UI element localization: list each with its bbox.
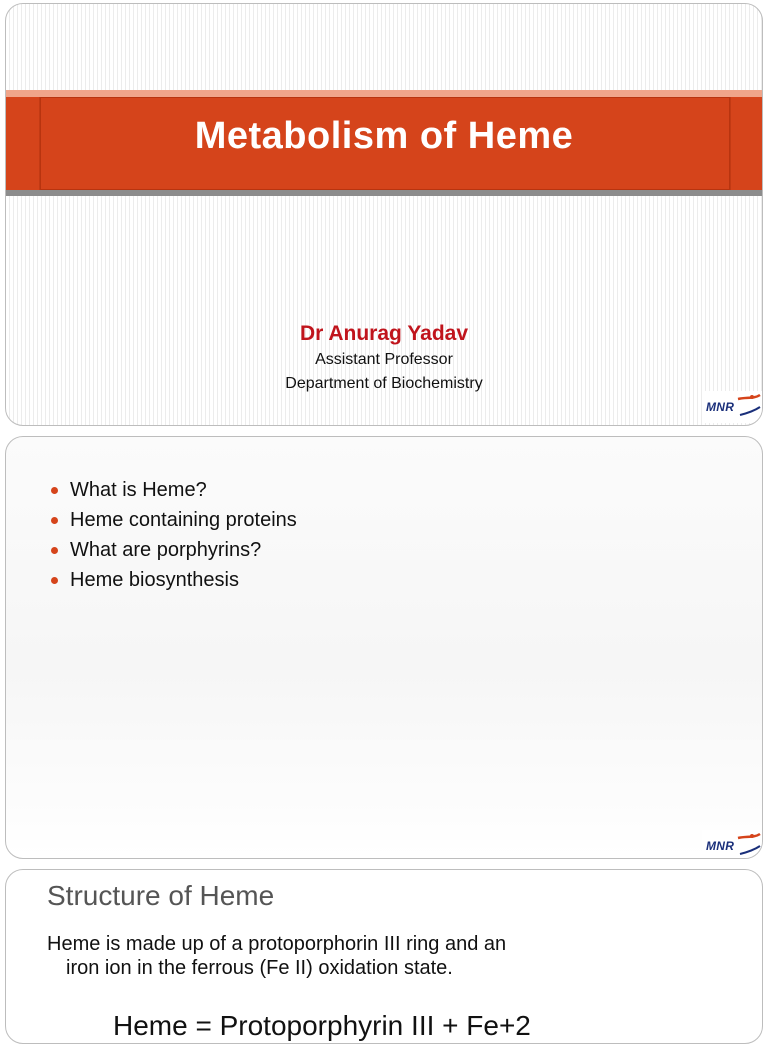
author-position: Assistant Professor [315, 351, 453, 368]
institution-logo [702, 391, 762, 423]
logo-text: MNR [706, 839, 735, 853]
list-item-text: Heme containing proteins [70, 509, 297, 531]
list-item-text: What is Heme? [70, 479, 207, 501]
slide-title-page [5, 3, 763, 426]
body-line: iron ion in the ferrous (Fe II) oxidation state. [66, 957, 453, 979]
author-block [6, 320, 762, 396]
slide-body-text [47, 932, 737, 980]
bullet-icon [51, 547, 58, 554]
list-item-text: Heme biosynthesis [70, 569, 239, 591]
slide-structure [5, 869, 763, 1044]
list-item-text: What are porphyrins? [70, 539, 262, 561]
list-item [49, 475, 297, 505]
list-item [49, 535, 297, 565]
heme-formula: Heme = Protoporphyrin III + Fe+2 [113, 1010, 531, 1041]
institution-logo [702, 830, 762, 859]
slide-heading: Structure of Heme [47, 880, 275, 911]
title-band-shadow [6, 190, 762, 196]
bullet-icon [51, 517, 58, 524]
list-item [49, 565, 297, 595]
author-department: Department of Biochemistry [285, 375, 483, 392]
body-line: Heme is made up of a protoporphorin III ring and an [47, 933, 507, 955]
list-item [49, 505, 297, 535]
slide-title: Metabolism of Heme [194, 115, 574, 157]
outline-list [49, 475, 297, 595]
logo-text: MNR [706, 400, 735, 414]
bullet-icon [51, 577, 58, 584]
bullet-icon [51, 487, 58, 494]
slide-outline [5, 436, 763, 859]
author-name: Dr Anurag Yadav [299, 322, 469, 345]
